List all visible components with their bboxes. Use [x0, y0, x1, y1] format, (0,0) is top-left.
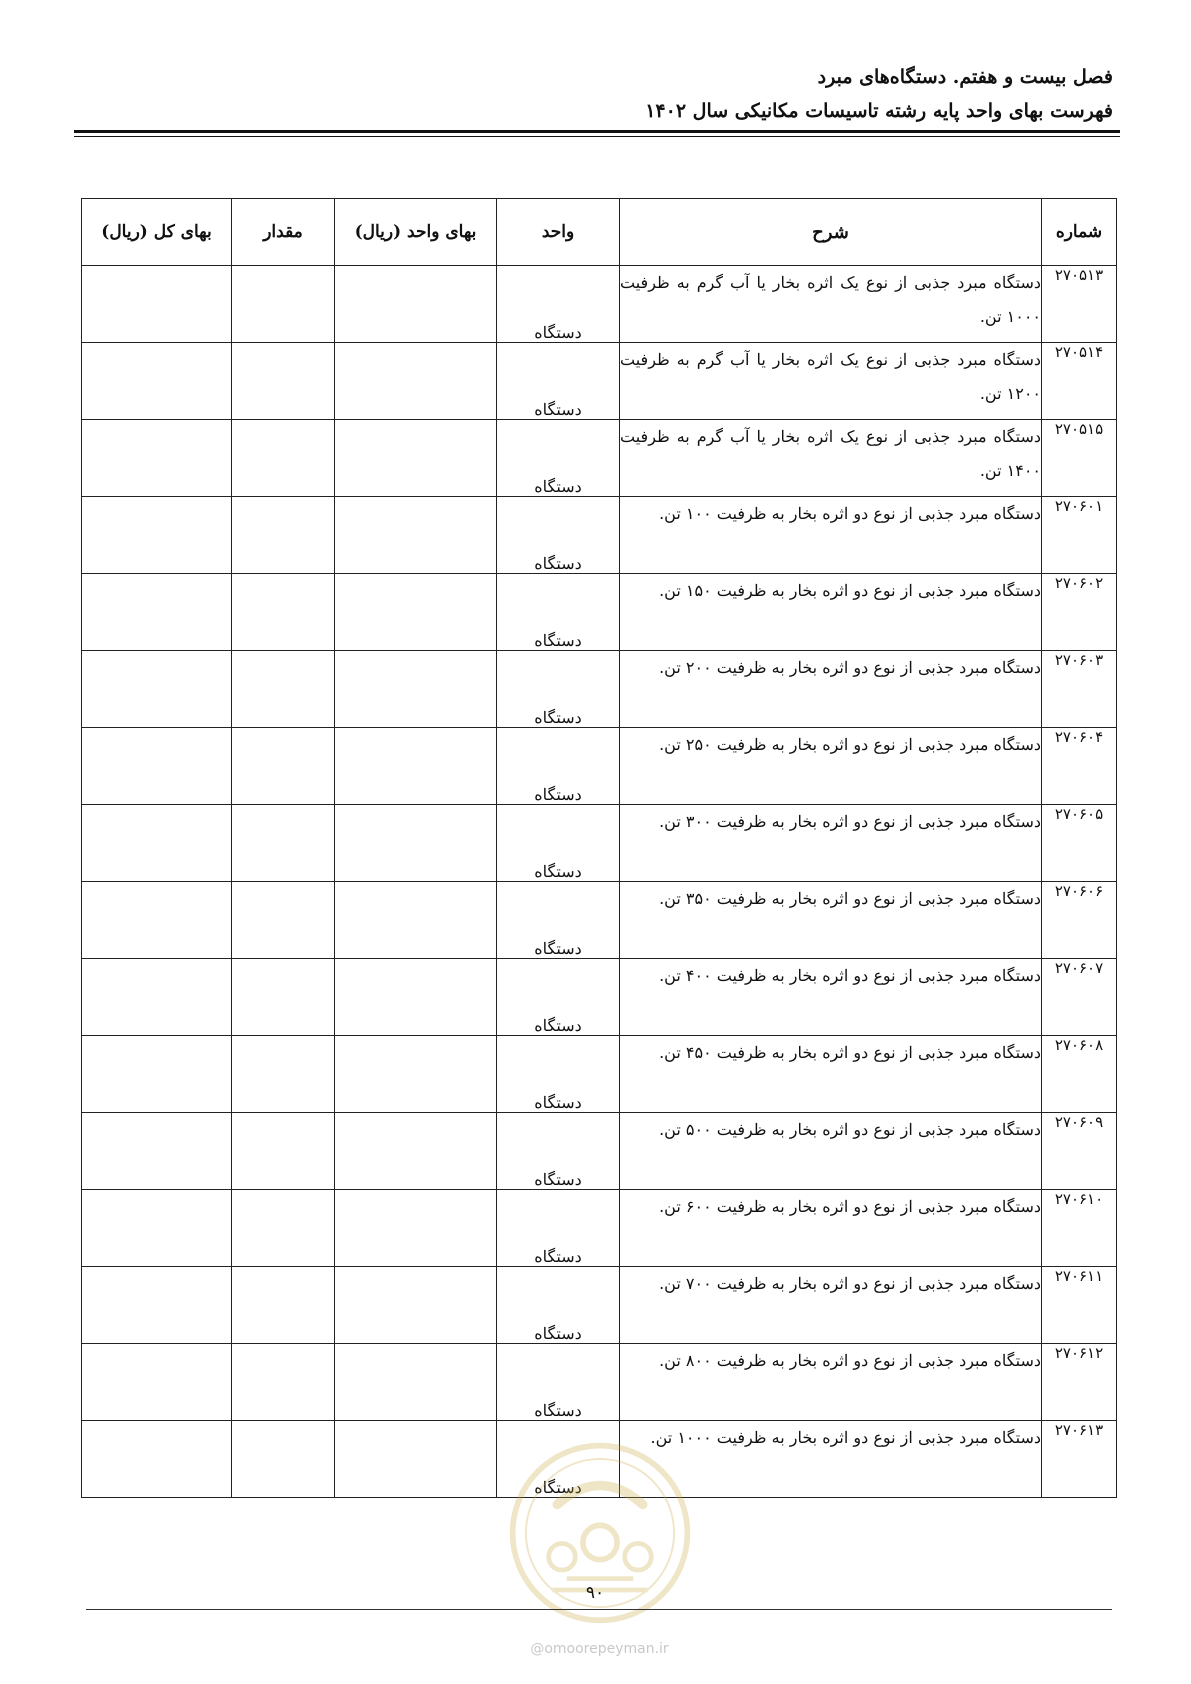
table-row	[82, 343, 1117, 420]
item-unit-price	[335, 1190, 497, 1267]
item-code: ۲۷۰۶۰۵	[1042, 805, 1117, 882]
item-description: دستگاه مبرد جذبی از نوع دو اثره بخار به ظرفیت ۱۰۰۰ تن.	[620, 1421, 1042, 1498]
table-row	[82, 959, 1117, 1036]
item-quantity	[232, 574, 335, 651]
item-unit: دستگاه	[497, 343, 620, 420]
item-unit-price	[335, 805, 497, 882]
header-code: شماره	[1042, 199, 1117, 266]
item-description: دستگاه مبرد جذبی از نوع دو اثره بخار به ظرفیت ۱۰۰ تن.	[620, 497, 1042, 574]
item-unit: دستگاه	[497, 1190, 620, 1267]
item-total-price	[82, 959, 232, 1036]
item-quantity	[232, 728, 335, 805]
item-description: دستگاه مبرد جذبی از نوع دو اثره بخار به ظرفیت ۲۰۰ تن.	[620, 651, 1042, 728]
item-code: ۲۷۰۵۱۵	[1042, 420, 1117, 497]
item-unit-price	[335, 1421, 497, 1498]
item-description: دستگاه مبرد جذبی از نوع یک اثره بخار یا آب گرم به ظرفیت ۱۴۰۰ تن.	[620, 420, 1042, 497]
item-total-price	[82, 420, 232, 497]
table-row	[82, 1113, 1117, 1190]
item-code: ۲۷۰۵۱۳	[1042, 266, 1117, 343]
footer-rule	[86, 1609, 1112, 1610]
item-quantity	[232, 882, 335, 959]
item-total-price	[82, 1036, 232, 1113]
item-unit-price	[335, 1113, 497, 1190]
item-quantity	[232, 651, 335, 728]
table-header-row	[82, 199, 1117, 266]
item-code: ۲۷۰۶۱۲	[1042, 1344, 1117, 1421]
website-watermark: @omoorepeyman.ir	[530, 1641, 669, 1657]
item-unit: دستگاه	[497, 497, 620, 574]
item-description: دستگاه مبرد جذبی از نوع دو اثره بخار به ظرفیت ۸۰۰ تن.	[620, 1344, 1042, 1421]
table-row	[82, 420, 1117, 497]
item-total-price	[82, 266, 232, 343]
header-unit: واحد	[497, 199, 620, 266]
item-code: ۲۷۰۵۱۴	[1042, 343, 1117, 420]
item-quantity	[232, 1267, 335, 1344]
item-code: ۲۷۰۶۰۱	[1042, 497, 1117, 574]
item-description: دستگاه مبرد جذبی از نوع دو اثره بخار به ظرفیت ۵۰۰ تن.	[620, 1113, 1042, 1190]
item-unit-price	[335, 420, 497, 497]
item-unit-price	[335, 882, 497, 959]
item-code: ۲۷۰۶۰۸	[1042, 1036, 1117, 1113]
item-code: ۲۷۰۶۰۳	[1042, 651, 1117, 728]
item-unit-price	[335, 1267, 497, 1344]
item-total-price	[82, 1267, 232, 1344]
item-unit: دستگاه	[497, 420, 620, 497]
item-unit-price	[335, 1036, 497, 1113]
table-row	[82, 728, 1117, 805]
item-unit-price	[335, 1344, 497, 1421]
item-unit-price	[335, 574, 497, 651]
item-total-price	[82, 728, 232, 805]
table-row	[82, 497, 1117, 574]
item-unit: دستگاه	[497, 882, 620, 959]
item-unit: دستگاه	[497, 1267, 620, 1344]
item-total-price	[82, 497, 232, 574]
item-code: ۲۷۰۶۰۹	[1042, 1113, 1117, 1190]
table-row	[82, 1190, 1117, 1267]
table-row	[82, 574, 1117, 651]
table-row	[82, 1267, 1117, 1344]
item-unit: دستگاه	[497, 651, 620, 728]
item-unit: دستگاه	[497, 266, 620, 343]
item-code: ۲۷۰۶۰۲	[1042, 574, 1117, 651]
header-total-price: بهای کل (ریال)	[82, 199, 232, 266]
item-unit: دستگاه	[497, 1113, 620, 1190]
table-row	[82, 805, 1117, 882]
item-description: دستگاه مبرد جذبی از نوع دو اثره بخار به ظرفیت ۱۵۰ تن.	[620, 574, 1042, 651]
item-description: دستگاه مبرد جذبی از نوع دو اثره بخار به ظرفیت ۴۰۰ تن.	[620, 959, 1042, 1036]
item-quantity	[232, 420, 335, 497]
item-total-price	[82, 882, 232, 959]
item-code: ۲۷۰۶۱۳	[1042, 1421, 1117, 1498]
item-unit-price	[335, 728, 497, 805]
item-total-price	[82, 343, 232, 420]
item-quantity	[232, 805, 335, 882]
item-total-price	[82, 574, 232, 651]
item-unit-price	[335, 343, 497, 420]
item-total-price	[82, 1190, 232, 1267]
item-description: دستگاه مبرد جذبی از نوع دو اثره بخار به ظرفیت ۲۵۰ تن.	[620, 728, 1042, 805]
item-description: دستگاه مبرد جذبی از نوع دو اثره بخار به ظرفیت ۴۵۰ تن.	[620, 1036, 1042, 1113]
item-unit-price	[335, 959, 497, 1036]
item-quantity	[232, 1036, 335, 1113]
item-quantity	[232, 266, 335, 343]
item-total-price	[82, 1344, 232, 1421]
document-title: فهرست بهای واحد پایه رشته تاسیسات مکانیکی سال ۱۴۰۲	[645, 100, 1113, 122]
table-row	[82, 1036, 1117, 1113]
item-total-price	[82, 651, 232, 728]
item-unit: دستگاه	[497, 959, 620, 1036]
item-description: دستگاه مبرد جذبی از نوع دو اثره بخار به ظرفیت ۳۰۰ تن.	[620, 805, 1042, 882]
item-unit-price	[335, 651, 497, 728]
page-number: ۹۰	[585, 1583, 605, 1603]
item-code: ۲۷۰۶۰۷	[1042, 959, 1117, 1036]
item-unit-price	[335, 497, 497, 574]
item-quantity	[232, 497, 335, 574]
item-quantity	[232, 1190, 335, 1267]
item-code: ۲۷۰۶۱۱	[1042, 1267, 1117, 1344]
header-rule-thin	[74, 136, 1120, 137]
item-description: دستگاه مبرد جذبی از نوع دو اثره بخار به ظرفیت ۳۵۰ تن.	[620, 882, 1042, 959]
item-code: ۲۷۰۶۰۴	[1042, 728, 1117, 805]
item-quantity	[232, 1344, 335, 1421]
item-unit: دستگاه	[497, 574, 620, 651]
item-quantity	[232, 1421, 335, 1498]
item-unit: دستگاه	[497, 1036, 620, 1113]
item-quantity	[232, 959, 335, 1036]
header-description: شرح	[620, 199, 1042, 266]
item-unit: دستگاه	[497, 728, 620, 805]
table-row	[82, 1344, 1117, 1421]
item-total-price	[82, 805, 232, 882]
chapter-title: فصل بیست و هفتم. دستگاه‌های مبرد	[817, 66, 1113, 88]
item-quantity	[232, 343, 335, 420]
item-unit-price	[335, 266, 497, 343]
header-quantity: مقدار	[232, 199, 335, 266]
item-code: ۲۷۰۶۰۶	[1042, 882, 1117, 959]
item-description: دستگاه مبرد جذبی از نوع یک اثره بخار یا آب گرم به ظرفیت ۱۰۰۰ تن.	[620, 266, 1042, 343]
item-code: ۲۷۰۶۱۰	[1042, 1190, 1117, 1267]
item-quantity	[232, 1113, 335, 1190]
item-total-price	[82, 1113, 232, 1190]
table-row	[82, 266, 1117, 343]
item-description: دستگاه مبرد جذبی از نوع دو اثره بخار به ظرفیت ۷۰۰ تن.	[620, 1267, 1042, 1344]
item-description: دستگاه مبرد جذبی از نوع دو اثره بخار به ظرفیت ۶۰۰ تن.	[620, 1190, 1042, 1267]
price-list-table	[81, 198, 1117, 1498]
item-total-price	[82, 1421, 232, 1498]
item-description: دستگاه مبرد جذبی از نوع یک اثره بخار یا آب گرم به ظرفیت ۱۲۰۰ تن.	[620, 343, 1042, 420]
table-row	[82, 882, 1117, 959]
item-unit: دستگاه	[497, 1421, 620, 1498]
item-unit: دستگاه	[497, 805, 620, 882]
item-unit: دستگاه	[497, 1344, 620, 1421]
header-rule-thick	[74, 130, 1120, 133]
table-row	[82, 651, 1117, 728]
header-unit-price: بهای واحد (ریال)	[335, 199, 497, 266]
page-header	[645, 60, 1113, 128]
